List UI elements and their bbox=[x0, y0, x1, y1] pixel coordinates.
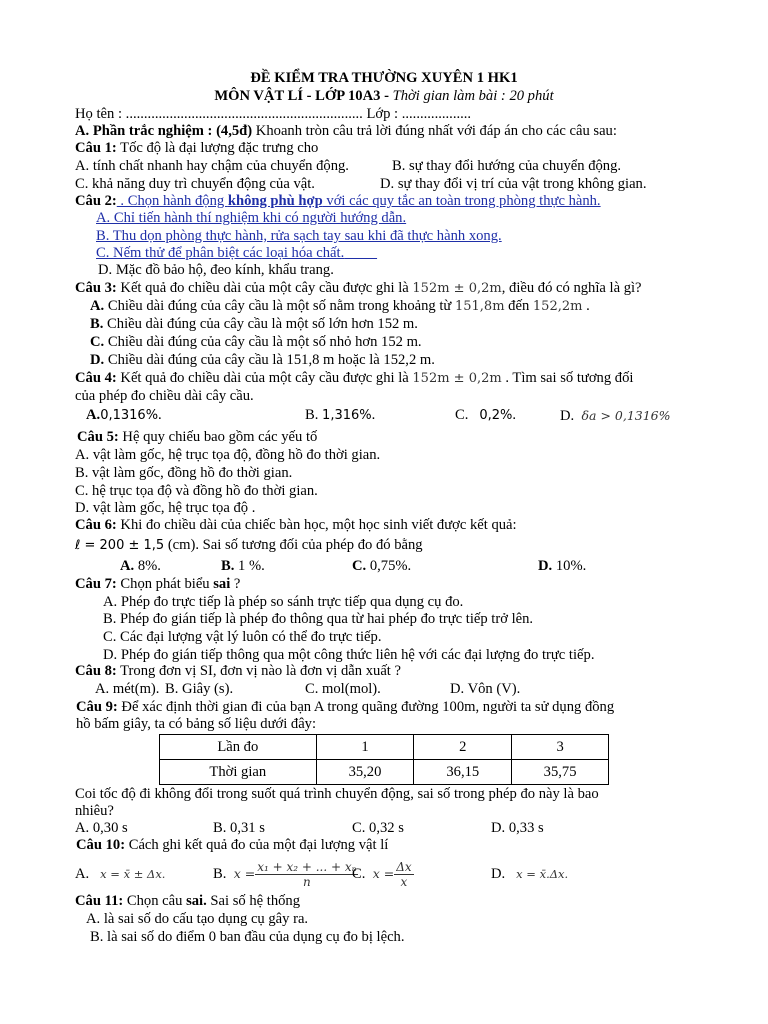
q7-text-pre: Chọn phát biểu bbox=[116, 576, 214, 592]
q6-b-letter: B. bbox=[221, 558, 235, 574]
q10-option-d bbox=[491, 866, 568, 883]
q4-text-line2: của phép đo chiều dài cây cầu. bbox=[75, 388, 254, 404]
q6-a-letter: A. bbox=[120, 558, 135, 574]
q8-option-a: A. mét(m). bbox=[95, 681, 160, 697]
q2-text-post: với các quy tắc an toàn trong phòng thực hành. bbox=[322, 193, 601, 209]
q10-c-denominator: x bbox=[400, 875, 408, 890]
q4-b-value: 1,316% bbox=[322, 408, 372, 423]
table-cell: 35,75 bbox=[512, 760, 609, 785]
table-row bbox=[160, 735, 609, 760]
q3-a-letter: A. bbox=[90, 298, 105, 314]
q3-option-a bbox=[90, 298, 590, 315]
q3-a-math2: 152,2m bbox=[532, 299, 583, 314]
q9-text: Để xác định thời gian đi của bạn A trong quãng đường 100m, người ta sử dụng đồng bbox=[117, 699, 615, 715]
q3-a-pre: Chiều dài đúng của cây cầu là một số nằm trong khoảng từ bbox=[104, 298, 455, 314]
q2-option-b: B. Thu dọn phòng thực hành, rửa sạch tay sau khi đã thực hành xong. bbox=[96, 228, 502, 244]
q4-label: Câu 4: bbox=[75, 370, 117, 386]
q7-option-d: D. Phép đo gián tiếp thông qua một công thức liên hệ với các đại lượng đo trực tiếp. bbox=[103, 647, 595, 663]
q10-c-lhs: x = bbox=[372, 866, 395, 881]
q4-c-value: 0,2% bbox=[479, 408, 513, 423]
q3-a-math1: 151,8m bbox=[454, 299, 505, 314]
q7-option-a: A. Phép đo trực tiếp là phép so sánh trực tiếp qua dụng cụ đo. bbox=[103, 594, 464, 610]
q6-text-line2 bbox=[75, 537, 423, 554]
q10-b-denominator: n bbox=[302, 875, 311, 890]
q3-b-letter: B. bbox=[90, 316, 104, 332]
q6-text: Khi đo chiều dài của chiếc bàn học, một học sinh viết được kết quả: bbox=[116, 517, 517, 533]
q10-a-formula: x = x̄ ± Δx. bbox=[100, 867, 166, 881]
q3-option-c bbox=[90, 334, 422, 351]
table-row bbox=[160, 760, 609, 785]
q6-a-text: 8%. bbox=[134, 558, 161, 574]
q10-label: Câu 10: bbox=[76, 837, 126, 853]
exam-subtitle bbox=[0, 88, 768, 105]
q4-text-pre: Kết quả đo chiều dài của một cây cầu được ghi là bbox=[116, 370, 413, 386]
q3-option-b bbox=[90, 316, 418, 333]
q10-option-a bbox=[75, 866, 165, 883]
section-a-instruction: Khoanh tròn câu trả lời đúng nhất với đáp án cho các câu sau: bbox=[252, 123, 617, 139]
q2-option-c-pad bbox=[344, 245, 377, 261]
q5-option-b: B. vật làm gốc, đồng hồ đo thời gian. bbox=[75, 465, 293, 481]
q6-d-text: 10%. bbox=[552, 558, 587, 574]
q4-a-value: 0,1316% bbox=[100, 408, 159, 423]
q11-option-a: A. là sai số do cấu tạo dụng cụ gây ra. bbox=[86, 911, 309, 927]
q2-option-a: A. Chỉ tiến hành thí nghiệm khi có người hướng dẫn. bbox=[96, 210, 407, 226]
q3-b-text: Chiều dài đúng của cây cầu là một số lớn hơn 152 m. bbox=[103, 316, 418, 332]
q4-math: 152m ± 0,2m bbox=[412, 371, 502, 386]
q10-b-lhs: x = bbox=[233, 866, 256, 881]
q3-a-end: . bbox=[582, 298, 590, 314]
q3-c-letter: C. bbox=[90, 334, 105, 350]
q6-option-a bbox=[120, 558, 161, 575]
q7-label: Câu 7: bbox=[75, 576, 117, 592]
q11-label: Câu 11: bbox=[75, 893, 124, 909]
q3-label: Câu 3: bbox=[75, 280, 117, 296]
q1-option-c: C. khả năng duy trì chuyển động của vật. bbox=[75, 176, 315, 192]
q10-b-numerator: x₁ + x₂ + ... + xₙ bbox=[257, 860, 357, 875]
q6-math: ℓ = 200 ± 1,5 bbox=[75, 538, 165, 553]
q9-question-line1: Coi tốc độ đi không đổi trong suốt quá trình chuyển động, sai số trong phép đo này là bao bbox=[75, 786, 599, 802]
q6-c-text: 0,75%. bbox=[366, 558, 412, 574]
q9-option-c: C. 0,32 s bbox=[352, 820, 404, 836]
section-a-heading bbox=[75, 123, 617, 140]
q4-text-post: . Tìm sai số tương đối bbox=[501, 370, 634, 386]
q9-data-table bbox=[159, 734, 609, 785]
q4-option-c bbox=[455, 407, 516, 424]
question-10 bbox=[76, 837, 388, 854]
q2-text-pre: . Chọn hành động bbox=[116, 193, 228, 209]
q6-d-letter: D. bbox=[538, 558, 553, 574]
q10-c-numerator: Δx bbox=[396, 860, 412, 875]
q1-option-b: B. sự thay đổi hướng của chuyển động. bbox=[392, 158, 622, 174]
q4-b-letter: B. bbox=[305, 407, 319, 423]
table-cell: Thời gian bbox=[160, 760, 317, 785]
q10-a-letter: A. bbox=[75, 866, 90, 882]
q8-option-d: D. Vôn (V). bbox=[450, 681, 521, 697]
q4-a-dot: . bbox=[158, 407, 162, 423]
question-3 bbox=[75, 280, 642, 297]
table-cell: Lần đo bbox=[160, 735, 317, 760]
q10-c-letter: C. bbox=[352, 866, 366, 882]
q6-option-c bbox=[352, 558, 411, 575]
q8-text: Trong đơn vị SI, đơn vị nào là đơn vị dẫn xuất ? bbox=[116, 663, 401, 679]
question-5 bbox=[77, 429, 317, 446]
question-6 bbox=[75, 517, 517, 534]
q10-d-formula: x = x̄.Δx. bbox=[516, 867, 569, 881]
q4-c-dot: . bbox=[512, 407, 517, 423]
table-cell: 1 bbox=[316, 735, 414, 760]
q1-text: Tốc độ là đại lượng đặc trưng cho bbox=[116, 140, 319, 156]
q9-option-a: A. 0,30 s bbox=[75, 820, 128, 836]
q11-text-post: Sai số hệ thống bbox=[206, 893, 301, 909]
q11-text-bold: sai. bbox=[186, 893, 207, 909]
q6-b-text: 1 %. bbox=[234, 558, 265, 574]
question-4 bbox=[75, 370, 633, 387]
q6-option-b bbox=[221, 558, 265, 575]
section-a-label: A. Phần trắc nghiệm : (4,5đ) bbox=[75, 123, 253, 139]
q3-c-text: Chiều dài đúng của cây cầu là một số nhỏ hơn 152 m. bbox=[104, 334, 422, 350]
q6-option-d bbox=[538, 558, 586, 575]
q8-option-c: C. mol(mol). bbox=[305, 681, 381, 697]
q6-text2: (cm). Sai số tương đối của phép đo đó bằng bbox=[164, 537, 423, 553]
q3-a-mid: đến bbox=[504, 298, 533, 314]
q2-option-d: D. Mặc đồ bảo hộ, đeo kính, khẩu trang. bbox=[98, 262, 334, 278]
q1-label: Câu 1: bbox=[75, 140, 117, 156]
q4-option-b bbox=[305, 407, 375, 424]
q4-b-dot: . bbox=[371, 407, 376, 423]
table-cell: 3 bbox=[512, 735, 609, 760]
q4-d-value: δa > 0,1316% bbox=[581, 408, 671, 423]
table-cell: 35,20 bbox=[316, 760, 414, 785]
q1-option-d: D. sự thay đổi vị trí của vật trong không gian. bbox=[380, 176, 647, 192]
q3-text-post: , điều đó có nghĩa là gì? bbox=[501, 280, 642, 296]
q5-option-a: A. vật làm gốc, hệ trục tọa độ, đồng hồ đo thời gian. bbox=[75, 447, 381, 463]
q10-b-letter: B. bbox=[213, 866, 227, 882]
subtitle-time: Thời gian làm bài : 20 phút bbox=[388, 88, 554, 104]
q7-text-bold: sai bbox=[213, 576, 231, 592]
q8-label: Câu 8: bbox=[75, 663, 117, 679]
subtitle-subject: MÔN VẬT LÍ - LỚP 10A3 - bbox=[214, 88, 389, 104]
q10-text: Cách ghi kết quả đo của một đại lượng vật lí bbox=[125, 837, 389, 853]
q9-label: Câu 9: bbox=[76, 699, 118, 715]
q9-option-b: B. 0,31 s bbox=[213, 820, 265, 836]
q11-option-b: B. là sai số do điểm 0 ban đầu của dụng cụ đo bị lệch. bbox=[90, 929, 405, 945]
question-7 bbox=[75, 576, 240, 593]
q4-option-a bbox=[86, 407, 162, 424]
q11-text-pre: Chọn câu bbox=[123, 893, 187, 909]
q7-text-post: ? bbox=[230, 576, 241, 592]
q4-c-letter: C. bbox=[455, 407, 469, 423]
q6-label: Câu 6: bbox=[75, 517, 117, 533]
question-1 bbox=[75, 140, 318, 157]
question-8 bbox=[75, 663, 401, 680]
question-2 bbox=[75, 193, 601, 210]
q10-option-c bbox=[352, 857, 414, 891]
q4-option-d bbox=[560, 407, 671, 425]
q4-d-letter: D. bbox=[560, 408, 575, 424]
table-cell: 2 bbox=[414, 735, 512, 760]
q9-option-d: D. 0,33 s bbox=[491, 820, 544, 836]
q4-a-letter: A. bbox=[86, 407, 101, 423]
q2-option-c-text: C. Nếm thử để phân biệt các loại hóa chất. bbox=[96, 245, 345, 261]
exam-title: ĐỀ KIỂM TRA THƯỜNG XUYÊN 1 HK1 bbox=[250, 70, 518, 86]
name-class-line: Họ tên : ................................................................. Lớp : ................... bbox=[75, 106, 472, 122]
q1-option-a: A. tính chất nhanh hay chậm của chuyển động. bbox=[75, 158, 349, 174]
q3-d-letter: D. bbox=[90, 352, 105, 368]
q7-option-b: B. Phép đo gián tiếp là phép đo thông qua từ hai phép đo trực tiếp trở lên. bbox=[103, 611, 534, 627]
q10-b-fraction bbox=[255, 860, 358, 889]
q9-question-line2: nhiêu? bbox=[75, 803, 114, 819]
q5-text: Hệ quy chiếu bao gồm các yếu tố bbox=[118, 429, 318, 445]
q10-d-letter: D. bbox=[491, 866, 506, 882]
q2-option-c bbox=[96, 245, 377, 262]
question-11 bbox=[75, 893, 300, 910]
q5-label: Câu 5: bbox=[77, 429, 119, 445]
q10-option-b bbox=[213, 857, 358, 891]
q5-option-d: D. vật làm gốc, hệ trục tọa độ . bbox=[75, 500, 256, 516]
q3-d-text: Chiều dài đúng của cây cầu là 151,8 m hoặc là 152,2 m. bbox=[104, 352, 435, 368]
q3-option-d bbox=[90, 352, 435, 369]
q2-text-bold: không phù hợp bbox=[227, 193, 323, 209]
q8-option-b: B. Giây (s). bbox=[165, 681, 234, 697]
q9-text-line2: hồ bấm giây, ta có bảng số liệu dưới đây: bbox=[76, 716, 317, 732]
q2-label: Câu 2: bbox=[75, 193, 117, 209]
question-9 bbox=[76, 699, 614, 716]
q10-c-fraction bbox=[394, 860, 413, 889]
q7-option-c: C. Các đại lượng vật lý luôn có thể đo trực tiếp. bbox=[103, 629, 382, 645]
q3-math: 152m ± 0,2m bbox=[412, 281, 502, 296]
q3-text-pre: Kết quả đo chiều dài của một cây cầu được ghi là bbox=[116, 280, 413, 296]
q5-option-c: C. hệ trục tọa độ và đồng hồ đo thời gian. bbox=[75, 483, 318, 499]
table-cell: 36,15 bbox=[414, 760, 512, 785]
q6-c-letter: C. bbox=[352, 558, 367, 574]
